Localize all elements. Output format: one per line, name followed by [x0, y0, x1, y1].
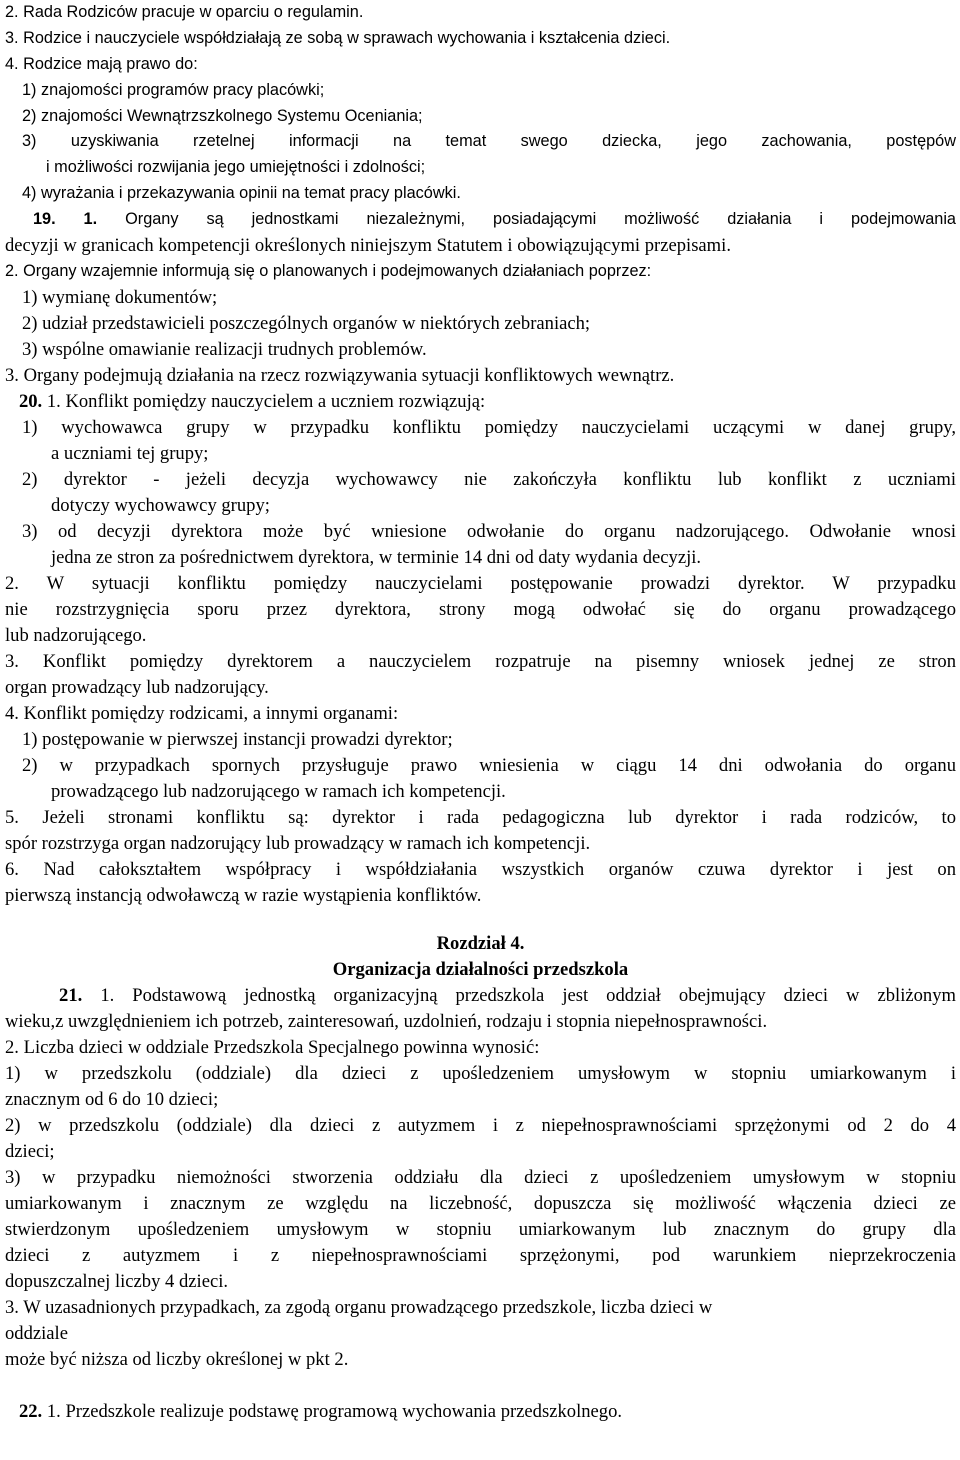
- list-item: 3) w przypadku niemożności stworzenia oddziału dla dzieci z upośledzeniem umysłowym w stopniu: [5, 1166, 956, 1188]
- list-item-continuation: dopuszczalnej liczby 4 dzieci.: [5, 1270, 229, 1292]
- list-item: 3) wspólne omawianie realizacji trudnych problemów.: [22, 338, 427, 360]
- paragraph-22-line: [5, 1399, 956, 1425]
- paragraph-text: Organy wzajemnie informują się o planowanych i podejmowanych działaniach poprzez:: [23, 262, 652, 281]
- paragraph-text: 1. Przedszkole realizuje podstawę programową wychowania przedszkolnego.: [46, 1400, 623, 1422]
- list-item-continuation: dotyczy wychowawcy grupy;: [51, 494, 270, 516]
- section-number: 22.: [18, 1400, 43, 1422]
- list-item: 2) dyrektor - jeżeli decyzja wychowawcy nie zakończyła konfliktu lub konflikt z uczniami: [22, 468, 956, 490]
- text-line: spór rozstrzyga organ nadzorujący lub prowadzący w ramach ich kompetencji.: [5, 832, 591, 854]
- text-line: 6. Nad całokształtem współpracy i współdziałania wszystkich organów czuwa dyrektor i jest on: [5, 858, 956, 880]
- text-line: nie rozstrzygnięcia sporu przez dyrektora, strony mogą odwołać się do organu prowadzącego: [5, 598, 956, 620]
- text-line: decyzji w granicach kompetencji określonych niniejszym Statutem i obowiązującymi przepisami.: [5, 235, 731, 257]
- text-line: 2. W sytuacji konfliktu pomiędzy nauczycielami postępowanie prowadzi dyrektor. W przypadku: [5, 572, 956, 594]
- point-number: 2.: [5, 262, 19, 281]
- paragraph-20-line: [5, 389, 956, 415]
- list-item: 2) znajomości Wewnątrzszkolnego Systemu Oceniania;: [22, 106, 423, 125]
- text-line: 5. Jeżeli stronami konfliktu są: dyrektor i rada pedagogiczna lub dyrektor i rada rodziców, to: [5, 806, 956, 828]
- text-line: 3. Rodzice i nauczyciele współdziałają ze sobą w sprawach wychowania i kształcenia dzieci.: [5, 28, 671, 47]
- text-line: 2. Rada Rodziców pracuje w oparciu o regulamin.: [5, 3, 364, 21]
- spacer: [5, 1373, 956, 1399]
- list-item: 2) w przedszkolu (oddziale) dla dzieci z autyzmem i z niepełnosprawnościami sprzężonymi od 2 do 4: [5, 1114, 956, 1136]
- list-item-continuation: prowadzącego lub nadzorującego w ramach ich kompetencji.: [51, 780, 506, 802]
- section-number: 21.: [59, 984, 83, 1006]
- paragraph-text: 1. Konflikt pomiędzy nauczycielem a uczniem rozwiązują:: [46, 390, 486, 412]
- list-item-continuation: znacznym od 6 do 10 dzieci;: [5, 1088, 219, 1110]
- list-item: 1) znajomości programów pracy placówki;: [22, 80, 325, 99]
- paragraph-line: [5, 259, 956, 285]
- chapter-title: Organizacja działalności przedszkola: [332, 958, 629, 980]
- list-item-continuation: umiarkowanym i znacznym ze względu na liczebność, dopuszcza się możliwość włączenia dzieci ze: [5, 1192, 956, 1214]
- list-item: 1) w przedszkolu (oddziale) dla dzieci z upośledzeniem umysłowym w stopniu umiarkowanym i: [5, 1062, 956, 1084]
- list-item-continuation: jedna ze stron za pośrednictwem dyrektora, w terminie 14 dni od daty wydania decyzji.: [51, 546, 702, 568]
- text-line: pierwszą instancją odwoławczą w razie wystąpienia konfliktów.: [5, 884, 482, 906]
- text-line: 4. Konflikt pomiędzy rodzicami, a innymi organami:: [5, 702, 399, 724]
- list-item: 3) od decyzji dyrektora może być wniesione odwołanie do organu nadzorującego. Odwołanie wnosi: [22, 520, 956, 542]
- spacer: [5, 909, 956, 931]
- paragraph-text: 1. Podstawową jednostką organizacyjną przedszkola jest oddział obejmujący dzieci w zbliżonym: [100, 984, 956, 1006]
- list-item-continuation: dzieci;: [5, 1140, 55, 1162]
- section-number: 19. 1.: [32, 210, 98, 229]
- text-line: oddziale: [5, 1322, 68, 1344]
- paragraph-19-line: [5, 207, 956, 233]
- text-line: wieku,z uwzględnieniem ich potrzeb, zainteresowań, uzdolnień, rodzaju i stopnia niepełnosprawności.: [5, 1010, 768, 1032]
- list-item: 1) postępowanie w pierwszej instancji prowadzi dyrektor;: [22, 728, 453, 750]
- text-line: lub nadzorującego.: [5, 624, 147, 646]
- list-item: 2) w przypadkach spornych przysługuje prawo wniesienia w ciągu 14 dni odwołania do organu: [22, 754, 956, 776]
- list-item: 3) uzyskiwania rzetelnej informacji na temat swego dziecka, jego zachowania, postępów: [22, 132, 956, 151]
- text-line: 3. Organy podejmują działania na rzecz rozwiązywania sytuacji konfliktowych wewnątrz.: [5, 364, 675, 386]
- text-line: 3. W uzasadnionych przypadkach, za zgodą organu prowadzącego przedszkole, liczba dzieci w: [5, 1296, 713, 1318]
- list-item: 1) wychowawca grupy w przypadku konfliktu pomiędzy nauczycielami uczącymi w danej grupy,: [22, 416, 956, 438]
- text-line: może być niższa od liczby określonej w pkt 2.: [5, 1348, 349, 1370]
- text-line: 2. Liczba dzieci w oddziale Przedszkola Specjalnego powinna wynosić:: [5, 1036, 540, 1058]
- text-line: 4. Rodzice mają prawo do:: [5, 54, 198, 73]
- list-item-continuation: dzieci z autyzmem i z niepełnosprawnościami sprzężonymi, pod warunkiem nieprzekroczenia: [5, 1244, 956, 1266]
- paragraph-text: Organy są jednostkami niezależnymi, posiadającymi możliwość działania i podejmowania: [125, 210, 956, 229]
- list-item-continuation: a uczniami tej grupy;: [51, 442, 209, 464]
- section-number: 20.: [18, 390, 43, 412]
- list-item: 2) udział przedstawicieli poszczególnych organów w niektórych zebraniach;: [22, 312, 591, 334]
- text-line: organ prowadzący lub nadzorujący.: [5, 676, 269, 698]
- list-item: 1) wymianę dokumentów;: [22, 286, 218, 308]
- list-item-continuation: i możliwości rozwijania jego umiejętności i zdolności;: [46, 158, 426, 177]
- list-item-continuation: stwierdzonym upośledzeniem umysłowym w stopniu umiarkowanym lub znacznym do grupy dla: [5, 1218, 956, 1240]
- chapter-heading: Rozdział 4.: [436, 932, 525, 954]
- paragraph-21-line: [5, 983, 956, 1009]
- list-item: 4) wyrażania i przekazywania opinii na temat pracy placówki.: [22, 184, 461, 203]
- text-line: 3. Konflikt pomiędzy dyrektorem a nauczycielem rozpatruje na pisemny wniosek jednej ze stron: [5, 650, 956, 672]
